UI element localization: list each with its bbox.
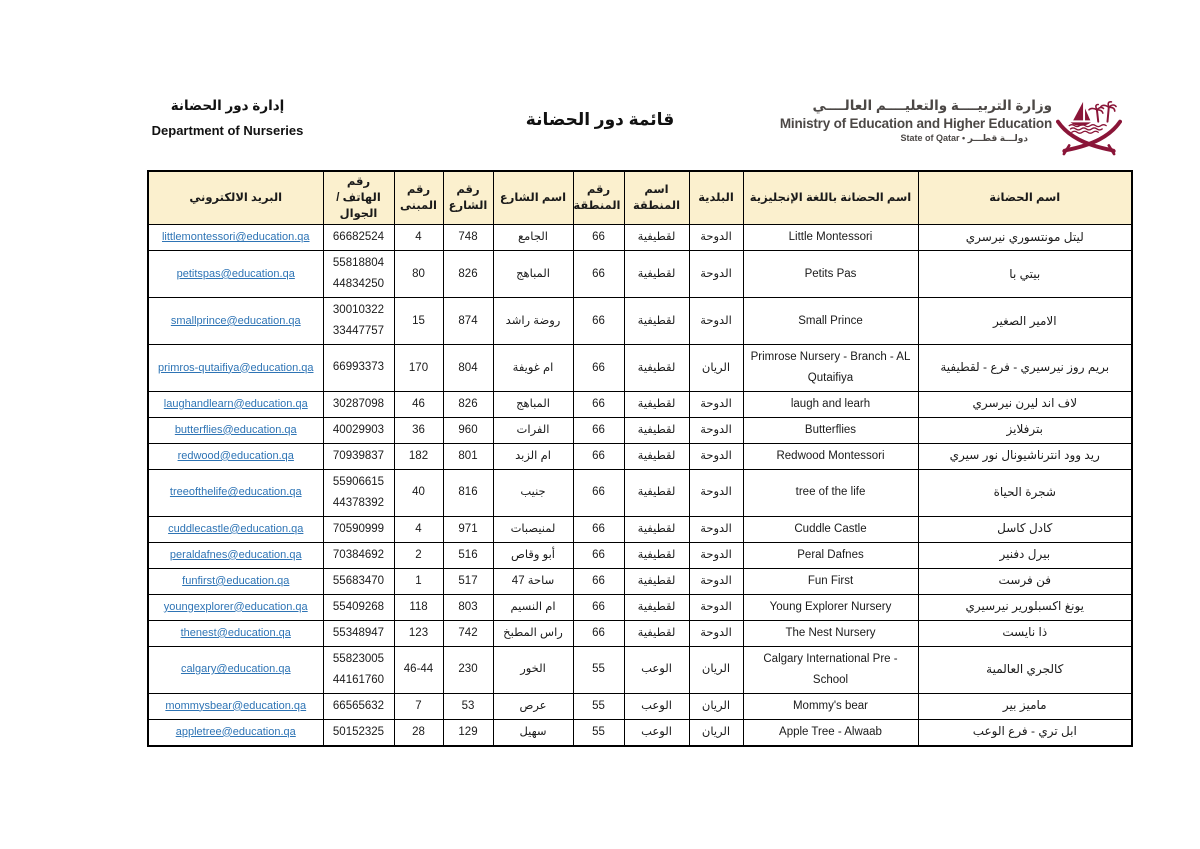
street_no-cell: 748 (443, 225, 493, 251)
department-block (120, 98, 335, 138)
municipality-cell: الريان (689, 345, 743, 391)
street_no-cell: 803 (443, 594, 493, 620)
phone-cell (323, 469, 394, 516)
phone-number: 40029903 (332, 423, 385, 436)
email-cell (148, 646, 323, 693)
nurseries-table (147, 170, 1133, 747)
phone-cell (323, 719, 394, 746)
area_no-cell: 66 (573, 443, 624, 469)
name_en-cell: Petits Pas (743, 251, 918, 298)
email-cell (148, 469, 323, 516)
building_no-cell: 182 (394, 443, 443, 469)
building_no-cell: 80 (394, 251, 443, 298)
palm-fronds-icon (1089, 102, 1116, 113)
municipality-cell: الدوحة (689, 251, 743, 298)
phone-number: 30287098 (332, 397, 385, 410)
ministry-logo-text (770, 98, 1052, 144)
name_ar-cell: بيرل دفنير (918, 542, 1132, 568)
phone-cell (323, 225, 394, 251)
building_no-cell: 15 (394, 298, 443, 345)
ministry-logo-block (770, 88, 1130, 160)
area_no-cell: 55 (573, 693, 624, 719)
table-row (148, 542, 1132, 568)
qatar-moe-emblem-icon (1056, 88, 1122, 158)
name_en-cell: Little Montessori (743, 225, 918, 251)
street_name-cell: ام الزبد (493, 443, 573, 469)
name_ar-cell: ليتل مونتسوري نيرسري (918, 225, 1132, 251)
area_no-cell: 66 (573, 345, 624, 391)
column-header-building_no: رقم المبنى (394, 171, 443, 225)
table-row (148, 516, 1132, 542)
phone-cell (323, 620, 394, 646)
name_ar-cell: بريم روز نيرسيري - فرع - لقطيفية (918, 345, 1132, 391)
municipality-cell: الدوحة (689, 298, 743, 345)
building_no-cell: 46 (394, 391, 443, 417)
email-cell (148, 594, 323, 620)
phone-cell (323, 417, 394, 443)
table-header-row (148, 171, 1132, 225)
name_ar-cell: بترفلايز (918, 417, 1132, 443)
building_no-cell: 36 (394, 417, 443, 443)
column-header-street_name: اسم الشارع (493, 171, 573, 225)
area_no-cell: 66 (573, 298, 624, 345)
municipality-cell: الدوحة (689, 225, 743, 251)
street_name-cell: ساحة 47 (493, 568, 573, 594)
table-row (148, 251, 1132, 298)
area_name-cell: الوعب (624, 719, 689, 746)
street_name-cell: سهيل (493, 719, 573, 746)
table-row (148, 417, 1132, 443)
phone-number: 55823005 (332, 652, 385, 665)
name_ar-cell: ريد وود انترناشيونال نور سيري (918, 443, 1132, 469)
building_no-cell: 46-44 (394, 646, 443, 693)
name_en-cell: Calgary International Pre - School (743, 646, 918, 693)
email-link[interactable]: cuddlecastle@education.qa (168, 522, 304, 535)
area_name-cell: لقطيفية (624, 516, 689, 542)
email-link[interactable]: smallprince@education.qa (170, 314, 301, 327)
name_en-cell: Primrose Nursery - Branch - AL Qutaifiya (743, 345, 918, 391)
column-header-phone: رقم الهاتف /الجوال (323, 171, 394, 225)
column-header-name_en: اسم الحضانة باللغة الإنجليزية (743, 171, 918, 225)
building_no-cell: 2 (394, 542, 443, 568)
table-row (148, 719, 1132, 746)
email-link[interactable]: redwood@education.qa (177, 449, 294, 462)
email-link[interactable]: calgary@education.qa (180, 663, 291, 676)
email-cell (148, 516, 323, 542)
street_no-cell: 801 (443, 443, 493, 469)
street_name-cell: روضة راشد (493, 298, 573, 345)
street_no-cell: 960 (443, 417, 493, 443)
municipality-cell: الدوحة (689, 391, 743, 417)
area_name-cell: الوعب (624, 646, 689, 693)
email-link[interactable]: butterflies@education.qa (174, 423, 297, 436)
area_no-cell: 66 (573, 542, 624, 568)
name_ar-cell: بيتي با (918, 251, 1132, 298)
municipality-cell: الدوحة (689, 568, 743, 594)
municipality-cell: الريان (689, 646, 743, 693)
email-cell (148, 391, 323, 417)
column-header-area_no: رقم المنطقة (573, 171, 624, 225)
name_en-cell: Apple Tree - Alwaab (743, 719, 918, 746)
name_en-cell: Redwood Montessori (743, 443, 918, 469)
area_name-cell: لقطيفية (624, 417, 689, 443)
name_ar-cell: كالجري العالمية (918, 646, 1132, 693)
email-cell (148, 417, 323, 443)
table-row (148, 443, 1132, 469)
name_en-cell: Small Prince (743, 298, 918, 345)
table-row (148, 469, 1132, 516)
column-header-email: البريد الالكتروني (148, 171, 323, 225)
boat-sail-icon (1073, 102, 1083, 120)
street_no-cell: 804 (443, 345, 493, 391)
area_no-cell: 66 (573, 469, 624, 516)
sea-waves-icon (1069, 125, 1106, 134)
area_no-cell: 66 (573, 225, 624, 251)
name_ar-cell: ابل تري - فرع الوعب (918, 719, 1132, 746)
department-name-ar: إدارة دور الحضانة (170, 98, 285, 113)
street_no-cell: 826 (443, 251, 493, 298)
area_no-cell: 66 (573, 516, 624, 542)
phone-number: 33447757 (332, 325, 385, 338)
email-link[interactable]: mommysbear@education.qa (165, 699, 307, 712)
street_name-cell: الجامع (493, 225, 573, 251)
email-cell (148, 298, 323, 345)
table-row (148, 594, 1132, 620)
municipality-cell: الريان (689, 693, 743, 719)
municipality-cell: الدوحة (689, 443, 743, 469)
name_en-cell: The Nest Nursery (743, 620, 918, 646)
building_no-cell: 1 (394, 568, 443, 594)
name_ar-cell: شجرة الحياة (918, 469, 1132, 516)
name_ar-cell: ماميز بير (918, 693, 1132, 719)
street_name-cell: المباهج (493, 251, 573, 298)
building_no-cell: 4 (394, 225, 443, 251)
email-cell (148, 693, 323, 719)
phone-cell (323, 568, 394, 594)
email-cell (148, 620, 323, 646)
phone-cell (323, 251, 394, 298)
street_name-cell: لمنيصبات (493, 516, 573, 542)
name_ar-cell: يونغ اكسبلورير نيرسيري (918, 594, 1132, 620)
municipality-cell: الدوحة (689, 469, 743, 516)
email-cell (148, 225, 323, 251)
street_no-cell: 971 (443, 516, 493, 542)
table-row (148, 391, 1132, 417)
name_en-cell: laugh and learh (743, 391, 918, 417)
area_no-cell: 55 (573, 719, 624, 746)
name_ar-cell: فن فرست (918, 568, 1132, 594)
column-header-street_no: رقم الشارع (443, 171, 493, 225)
area_name-cell: الوعب (624, 693, 689, 719)
email-link[interactable]: funfirst@education.qa (182, 574, 290, 587)
area_no-cell: 66 (573, 251, 624, 298)
street_name-cell: راس المطبخ (493, 620, 573, 646)
email-cell (148, 719, 323, 746)
phone-cell (323, 646, 394, 693)
building_no-cell: 40 (394, 469, 443, 516)
street_name-cell: ام غويفة (493, 345, 573, 391)
street_no-cell: 816 (443, 469, 493, 516)
email-cell (148, 345, 323, 391)
name_en-cell: Butterflies (743, 417, 918, 443)
email-link[interactable]: primros-qutaifiya@education.qa (158, 361, 314, 374)
municipality-cell: الدوحة (689, 542, 743, 568)
phone-number: 30010322 (332, 304, 385, 317)
phone-cell (323, 298, 394, 345)
municipality-cell: الريان (689, 719, 743, 746)
phone-cell (323, 345, 394, 391)
street_name-cell: عرص (493, 693, 573, 719)
municipality-cell: الدوحة (689, 620, 743, 646)
area_name-cell: لقطيفية (624, 594, 689, 620)
table-row (148, 568, 1132, 594)
phone-number: 66565632 (332, 699, 385, 712)
table-row (148, 620, 1132, 646)
street_no-cell: 516 (443, 542, 493, 568)
street_name-cell: ام النسيم (493, 594, 573, 620)
phone-number: 44378392 (332, 496, 385, 509)
email-link[interactable]: appletree@education.qa (175, 725, 296, 738)
email-cell (148, 542, 323, 568)
area_name-cell: لقطيفية (624, 469, 689, 516)
area_name-cell: لقطيفية (624, 225, 689, 251)
name_ar-cell: لاف اند ليرن نيرسري (918, 391, 1132, 417)
ministry-name-ar: وزارة التربيــــة والتعليــــم العالــــي (812, 98, 1052, 113)
street_no-cell: 129 (443, 719, 493, 746)
department-name-en: Department of Nurseries (151, 123, 304, 138)
street_no-cell: 53 (443, 693, 493, 719)
email-cell (148, 251, 323, 298)
name_ar-cell: الامير الصغير (918, 298, 1132, 345)
street_no-cell: 742 (443, 620, 493, 646)
area_no-cell: 66 (573, 568, 624, 594)
table-row (148, 225, 1132, 251)
email-link[interactable]: laughandlearn@education.qa (163, 397, 308, 410)
email-cell (148, 568, 323, 594)
phone-number: 55683470 (332, 574, 385, 587)
table-row (148, 646, 1132, 693)
email-link[interactable]: petitspas@education.qa (176, 267, 295, 280)
column-header-name_ar: اسم الحضانة (918, 171, 1132, 225)
area_no-cell: 55 (573, 646, 624, 693)
name_en-cell: Fun First (743, 568, 918, 594)
area_name-cell: لقطيفية (624, 568, 689, 594)
area_name-cell: لقطيفية (624, 542, 689, 568)
name_en-cell: Young Explorer Nursery (743, 594, 918, 620)
phone-number: 66993373 (332, 361, 385, 374)
building_no-cell: 170 (394, 345, 443, 391)
municipality-cell: الدوحة (689, 594, 743, 620)
name_en-cell: Peral Dafnes (743, 542, 918, 568)
phone-number: 70590999 (332, 522, 385, 535)
municipality-cell: الدوحة (689, 516, 743, 542)
street_name-cell: المباهج (493, 391, 573, 417)
street_no-cell: 826 (443, 391, 493, 417)
phone-cell (323, 443, 394, 469)
phone-number: 44161760 (332, 673, 385, 686)
state-of-qatar-label: State of Qatar • دولـــة قطـــر (900, 133, 1028, 143)
area_name-cell: لقطيفية (624, 345, 689, 391)
email-link[interactable]: treeofthelife@education.qa (169, 486, 302, 499)
phone-cell (323, 516, 394, 542)
table-row (148, 345, 1132, 391)
table-row (148, 298, 1132, 345)
building_no-cell: 123 (394, 620, 443, 646)
name_en-cell: tree of the life (743, 469, 918, 516)
street_name-cell: أبو وقاص (493, 542, 573, 568)
palm-trunk-icon (1097, 110, 1098, 122)
area_name-cell: لقطيفية (624, 391, 689, 417)
name_en-cell: Cuddle Castle (743, 516, 918, 542)
street_name-cell: الخور (493, 646, 573, 693)
area_name-cell: لقطيفية (624, 620, 689, 646)
name_en-cell: Mommy's bear (743, 693, 918, 719)
street_no-cell: 874 (443, 298, 493, 345)
phone-cell (323, 594, 394, 620)
email-link[interactable]: littlemontessori@education.qa (161, 231, 310, 244)
ministry-name-en: Ministry of Education and Higher Education (779, 116, 1052, 131)
building_no-cell: 7 (394, 693, 443, 719)
phone-number: 50152325 (332, 725, 385, 738)
area_name-cell: لقطيفية (624, 298, 689, 345)
phone-number: 66682524 (332, 231, 385, 244)
area_name-cell: لقطيفية (624, 443, 689, 469)
street_name-cell: جنيب (493, 469, 573, 516)
palm-trunk-icon (1107, 107, 1108, 122)
phone-cell (323, 693, 394, 719)
phone-cell (323, 542, 394, 568)
municipality-cell: الدوحة (689, 417, 743, 443)
phone-number: 55409268 (332, 600, 385, 613)
building_no-cell: 118 (394, 594, 443, 620)
phone-number: 55818804 (332, 257, 385, 270)
name_ar-cell: كادل كاسل (918, 516, 1132, 542)
column-header-area_name: اسم المنطقة (624, 171, 689, 225)
page-title: قائمة دور الحضانة (525, 110, 675, 129)
area_no-cell: 66 (573, 620, 624, 646)
phone-number: 44834250 (332, 278, 385, 291)
table-row (148, 693, 1132, 719)
email-link[interactable]: thenest@education.qa (180, 626, 291, 639)
email-link[interactable]: youngexplorer@education.qa (163, 600, 308, 613)
building_no-cell: 28 (394, 719, 443, 746)
name_ar-cell: ذا نايست (918, 620, 1132, 646)
phone-number: 70384692 (332, 548, 385, 561)
area_no-cell: 66 (573, 594, 624, 620)
area_name-cell: لقطيفية (624, 251, 689, 298)
phone-number: 70939837 (332, 449, 385, 462)
building_no-cell: 4 (394, 516, 443, 542)
phone-cell (323, 391, 394, 417)
phone-number: 55348947 (332, 626, 385, 639)
area_no-cell: 66 (573, 391, 624, 417)
area_no-cell: 66 (573, 417, 624, 443)
email-cell (148, 443, 323, 469)
street_no-cell: 230 (443, 646, 493, 693)
phone-number: 55906615 (332, 475, 385, 488)
street_name-cell: الفرات (493, 417, 573, 443)
column-header-municipality: البلدية (689, 171, 743, 225)
email-link[interactable]: peraldafnes@education.qa (169, 548, 302, 561)
street_no-cell: 517 (443, 568, 493, 594)
